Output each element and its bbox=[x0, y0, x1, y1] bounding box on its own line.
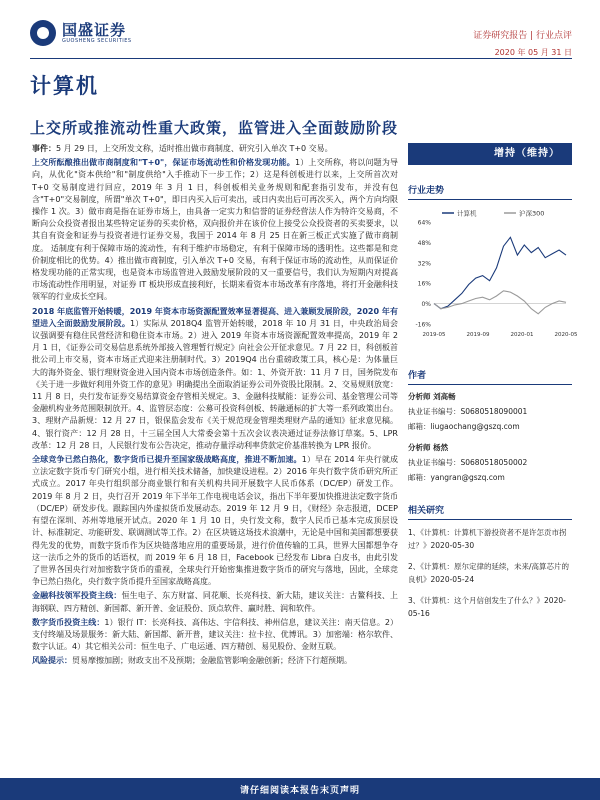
x-tick-label: 2019-05 bbox=[422, 332, 446, 338]
author-detail-label: 执业证书编号： bbox=[408, 458, 461, 467]
author-name bbox=[408, 389, 572, 404]
x-tick-label: 2020-05 bbox=[554, 332, 578, 338]
series-line-2 bbox=[434, 291, 566, 314]
author-name-text: 刘高畅 bbox=[433, 392, 456, 401]
y-tick-label: 16% bbox=[417, 280, 431, 288]
related-list bbox=[408, 526, 572, 620]
author-role: 分析师 bbox=[408, 392, 434, 401]
author-detail bbox=[408, 404, 572, 419]
author-role: 分析师 bbox=[408, 443, 434, 452]
author-detail-value: S0680518090001 bbox=[460, 407, 528, 416]
paragraph-2-text: 1）实际从 2018Q4 监管开始转暖，2018 年 10 月 31 日，中央政治局会议强调要有稳住民营经济和稳住资本市场。2）进入 2019 年资本市场资源配置效率提高，2019 年 2 月 1 日，《证券公司交易信息系统外部接入管理暂行规定》向社会公开征求意见。7 月 22 日，科创板首批公司上市交易，资本市场正式迎来注册制时代。3）2019Q4 出台重磅政策工具，核心是：为体量巨大的海外资金、银行理财资金进入国内资本市场创造条件。如：1、外资开放：11 月 7 日，国务院发布《关于进一步做好利用外资工作的意见》明确提出全面取消证券公司外资股比限制。2、交易规则放宽：11 月 8 日，央行发布证券交易结算资金存管相关规定。3、金融科技赋能：证券公司、基金管理公司等金融机构业务范围限制放开。4、监管层态度：公募可投资科创板、转融通标的扩大等一系列政策出台。3、理财产品新规：12 月 27 日，银保监会发布《关于规范现金管理类理财产品的通知》征求意见稿。4、银行资产：12 月 28 日，十三届全国人大常委会第十五次会议表决通过证券法修订草案。5、LPR 改革：12 月 28 日，人民银行发布公告决定，推动存量浮动利率贷款定价基准转换为 LPR 报价。 bbox=[32, 318, 399, 450]
paragraph-3-heading: 全球竞争已然白热化，数字货币已提升至国家级战略高度，推进不断加速。 bbox=[32, 455, 302, 465]
trend-chart-svg bbox=[408, 206, 578, 346]
logo-name-cn: 国盛证券 bbox=[62, 21, 127, 39]
authors-list bbox=[408, 389, 572, 485]
y-tick-label: -16% bbox=[415, 321, 431, 329]
paragraph-5 bbox=[32, 617, 398, 654]
related-report-item[interactable]: 3、《计算机：这个月信创发生了什么？》2020-05-16 bbox=[408, 596, 566, 618]
y-tick-label: 48% bbox=[417, 239, 431, 247]
risk-heading: 风险提示： bbox=[32, 656, 72, 666]
report-type: 证券研究报告 | 行业点评 bbox=[473, 31, 572, 41]
report-date: 2020 年 05 月 31 日 bbox=[494, 48, 572, 57]
paragraph-2 bbox=[32, 306, 398, 452]
author-name-text: 杨然 bbox=[433, 443, 449, 452]
chart-section-title: 行业走势 bbox=[408, 183, 572, 200]
paragraph-4-heading: 金融科技领军投资主线： bbox=[32, 591, 122, 601]
legend-label: 计算机 bbox=[457, 209, 477, 218]
author-detail bbox=[408, 470, 572, 485]
report-header bbox=[0, 0, 600, 60]
footer-disclaimer: 请仔细阅读本报告末页声明 bbox=[239, 786, 360, 796]
paragraph-5-text: 1）银行 IT：长亮科技、高伟达、宇信科技、神州信息，建议关注：南天信息。2）支付终端及场景服务：新大陆、新国都、新开普，建议关注：拉卡拉、优博讯。3）加密端：格尔软件、数字认证。4）其它相关公司：恒生电子、广电运通、四方精创、易见股份、金财互联。 bbox=[32, 617, 399, 652]
paragraph-2-heading: 2018 年底监管开始转暖，2019 年资本市场资源配置效率显著提高、进入兼顾发展阶段，2020 年有望进入全面鼓励发展阶段。 bbox=[32, 306, 398, 328]
authors-section-title: 作者 bbox=[408, 368, 572, 385]
x-tick-label: 2020-01 bbox=[510, 332, 534, 338]
paragraph-1-heading: 上交所酝酿推出做市商制度和"T+0"，保证市场流动性和价格发现功能。 bbox=[32, 158, 295, 168]
author-name bbox=[408, 440, 572, 455]
y-tick-label: 32% bbox=[417, 260, 431, 268]
related-report-item[interactable]: 2、《计算机：原尔定律的延续，未来/高算芯片的良机》2020-05-24 bbox=[408, 562, 570, 584]
author-detail-value: yangran@gszq.com bbox=[430, 473, 505, 482]
rating-badge: 增持（维持） bbox=[408, 143, 572, 165]
event-text: 5 月 29 日，上交所发文称，适时推出做市商制度、研究引入单次 T+0 交易。 bbox=[56, 144, 333, 153]
paragraph-4-text: 恒生电子、东方财富、同花顺、长亮科技、新大陆，建议关注：古鳌科技、上海钢联、四方精创、新国都、新开普、金证股份、顶点软件、赢时胜、润和软件。 bbox=[32, 591, 398, 613]
author-detail-label: 邮箱： bbox=[408, 473, 431, 482]
related-report-item[interactable]: 1、《计算机：计算机下游投资者不是许怎贡市拐过？》2020-05-30 bbox=[408, 528, 567, 550]
logo-icon bbox=[30, 20, 56, 46]
related-section-title: 相关研究 bbox=[408, 503, 572, 520]
paragraph-3-text: 1）早在 2014 年央行就成立法定数字货币专门研究小组，进行相关技术储备，加快建设进程。2）2016 年央行数字货币研究所正式成立。2017 年央行组织部分商业银行和有关机构共同开展数字人民币体系（DC/EP）研发工作。2019 年 8 月 2 日，央行召开 2019 年下半年工作电视电话会议，指出下半年要加快推进法定数字货币（DC/EP）研发步伐。跟踪国内外虚拟货币发展动态。2019 年 12 月 9 日，《财经》杂志报道，DCEP 有望在深圳、苏州等地展开试点。2020 年 1 月 10 日，央行发文称，数字人民币已基本完成顶层设计、标准制定、功能研发、联调测试等工作。2）在区块链这场技术浪潮中，无论是中国和美国都想要获得先发的优势，而数字货币作为区块链落地应用的重要场景，进行价值传输的工具，世界大国都想争夺这一法币之外的货币的话语权，而 2019 年 6 月 18 日，Facebook 已经发布 Libra 白皮书，由此引发了世界各国央行对加密数字货币的重视，全球央行开始密集推进数字货币的研究与落地，因此，全球竞争已然白热化，央行数字货币提升至国家战略高度。 bbox=[32, 455, 398, 587]
paragraph-4 bbox=[32, 590, 398, 614]
author-detail-value: S0680518050002 bbox=[460, 458, 528, 467]
paragraph-1-text: 1）上交所称，将以问题为导向，从优化"资本供给"和"制度供给"入手推动下一步工作；2）这是科创板进行以来，上交所首次对 T+0 交易制度进行回应，2019 年 3 月 1 日，科创板相关业务规则和配套指引发布，并没有包含"T+0"交易制度，所谓"单次 T+0"，即日内买入后可卖出，或日内卖出后可再次买入，两个方向均限操作 1 次。3）做市商是指在证券市场上，由具备一定实力和信誉的证券经营法人作为特许交易商，不断向公众投资者报出某些特定证券的买卖价格，双向报价并在该价位上接受公众投资者的买卖要求，以其自有资金和证券与投资者进行证券交易，我国于 2014 年 8 月 25 日在新三板正式实施了做市商制度。 适制度有利于保障市场的流动性，有利于维护市场稳定，有利于保障市场的透明性。这些都是和竞价制度相比的优势。4）推出做市商制度，引入单次 T+0 交易，有利于保证市场的流动性，从而保证价格发现功能的正常实现，也是资本市场监管进入鼓励发展阶段的又一重要信号，我们认为短期内对提高市场流动性作用明显，对证券 IT 板块形成直接利好，长期来看资本市场改革有序落地，将打开金融科技领军的行业成长空间。 bbox=[32, 158, 398, 302]
author-detail-label: 邮箱： bbox=[408, 422, 431, 431]
author-detail bbox=[408, 455, 572, 470]
sidebar bbox=[408, 143, 578, 628]
author-detail-value: liugaochang@gszq.com bbox=[430, 422, 520, 431]
industry-title: 计算机 bbox=[30, 74, 99, 98]
y-tick-label: 0% bbox=[421, 301, 431, 309]
paragraph-3 bbox=[32, 454, 398, 588]
event-paragraph bbox=[32, 143, 398, 155]
series-line-1 bbox=[434, 237, 566, 308]
report-body bbox=[32, 143, 398, 670]
risk-paragraph bbox=[32, 655, 398, 667]
author-detail-label: 执业证书编号： bbox=[408, 407, 461, 416]
paragraph-5-heading: 数字货币投资主线： bbox=[32, 617, 105, 627]
author-detail bbox=[408, 419, 572, 434]
legend-label: 沪深300 bbox=[519, 209, 545, 218]
y-tick-label: 64% bbox=[417, 219, 431, 227]
logo-name-en: GUOSHENG SECURITIES bbox=[62, 38, 132, 44]
event-label: 事件： bbox=[32, 144, 56, 153]
trend-chart bbox=[408, 206, 578, 350]
report-subtitle: 上交所或推流动性重大政策，监管进入全面鼓励阶段 bbox=[30, 119, 399, 137]
header-divider bbox=[30, 58, 572, 59]
company-logo bbox=[30, 20, 132, 46]
risk-text: 贸易摩擦加剧；财政支出不及预期；金融监管影响金融创新；经济下行超预期。 bbox=[72, 656, 352, 666]
paragraph-1 bbox=[32, 157, 398, 303]
x-tick-label: 2019-09 bbox=[466, 332, 490, 338]
